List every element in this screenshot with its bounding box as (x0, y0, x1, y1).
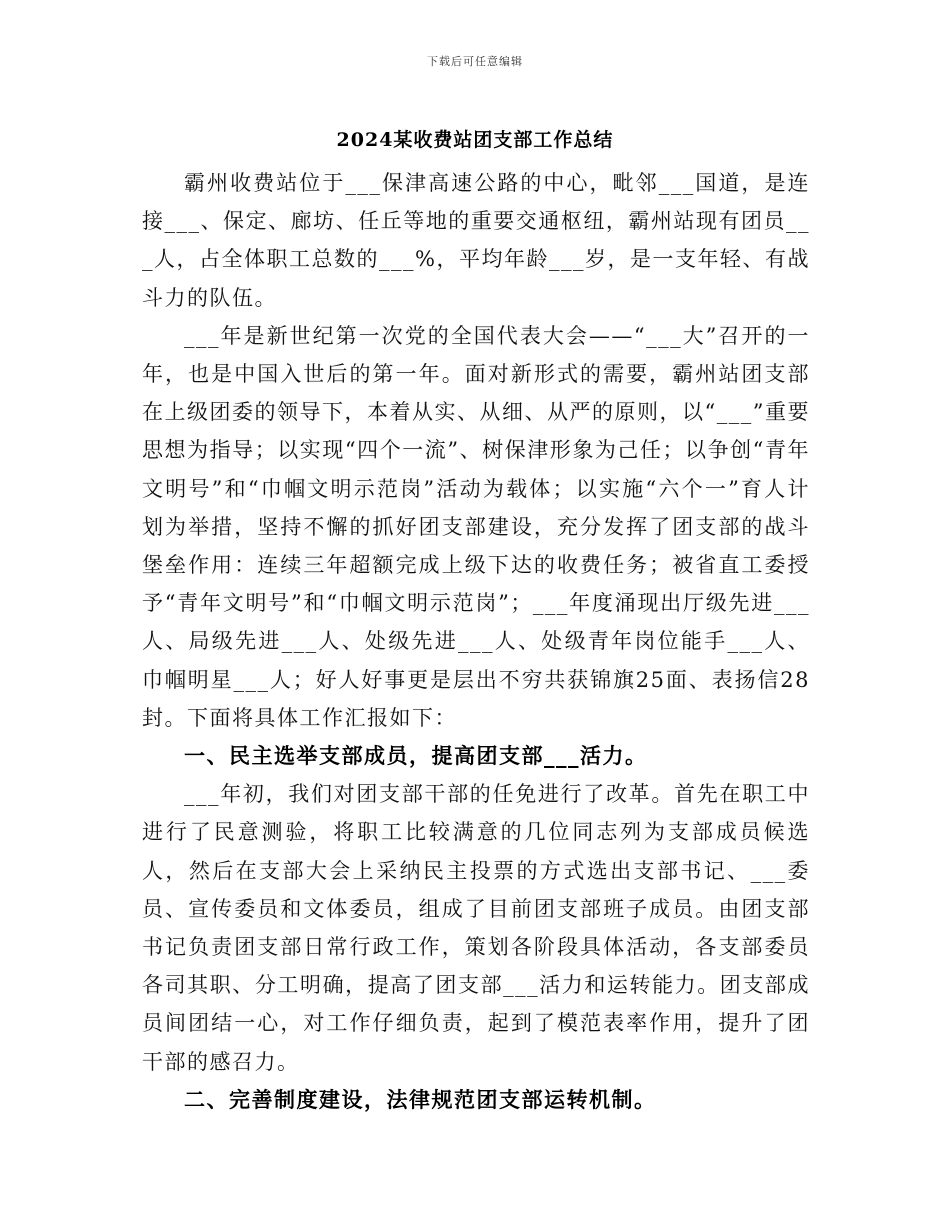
document-body (142, 164, 810, 1119)
header-note: 下载后可任意编辑 (427, 55, 523, 68)
section-heading-1: 一、民主选举支部成员，提高团支部___活力。 (184, 743, 648, 769)
document-title: 2024某收费站团支部工作总结 (336, 129, 614, 151)
section-heading-2: 二、完善制度建设，法律规范团支部运转机制。 (184, 1086, 657, 1112)
intro-paragraph: 霸州收费站位于___保津高速公路的中心，毗邻___国道，是连接___、保定、廊坊、任丘等地的重要交通枢纽，霸州站现有团员___人，占全体职工总数的___%，平均年龄___岁，是一支年轻、有战斗力的队伍。 (142, 171, 810, 310)
section-1-paragraph: ___年初，我们对团支部干部的任免进行了改革。首先在职工中进行了民意测验，将职工比较满意的几位同志列为支部成员候选人，然后在支部大会上采纳民主投票的方式选出支部书记、___委员、宣传委员和文体委员，组成了目前团支部班子成员。由团支部书记负责团支部日常行政工作，策划各阶段具体活动，各支部委员各司其职、分工明确，提高了团支部___活力和运转能力。团支部成员间团结一心，对工作仔细负责，起到了模范表率作用，提升了团干部的感召力。 (142, 782, 810, 1074)
overview-paragraph: ___年是新世纪第一次党的全国代表大会——“___大”召开的一年，也是中国入世后的第一年。面对新形式的需要，霸州站团支部在上级团委的领导下，本着从实、从细、从严的原则，以“___”重要思想为指导；以实现“四个一流”、树保津形象为己任；以争创“青年文明号”和“巾帼文明示范岗”活动为载体；以实施“六个一”育人计划为举措，坚持不懈的抓好团支部建设，充分发挥了团支部的战斗堡垒作用：连续三年超额完成上级下达的收费任务；被省直工委授予“青年文明号”和“巾帼文明示范岗”；___年度涌现出厅级先进___人、局级先进___人、处级先进___人、处级青年岗位能手___人、巾帼明星___人；好人好事更是层出不穷共获锦旗25面、表扬信28封。下面将具体工作汇报如下： (142, 323, 810, 730)
